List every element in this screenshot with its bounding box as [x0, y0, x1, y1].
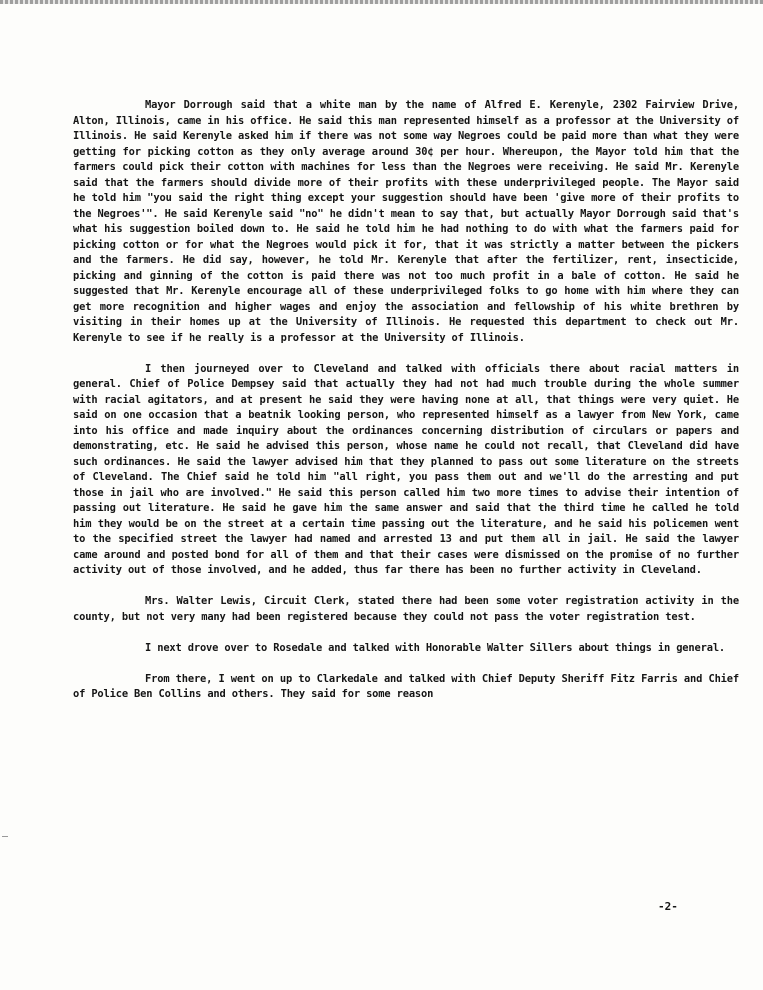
paragraph-cleveland: I then journeyed over to Cleveland and talked with officials there about racial matters in general. Chief of Police Dempsey said that actually they had not had much trouble during the whole summer with racial agitators, and at present he said they were having none at all, that things were very quiet. He said on one occasion that a beatnik looking person, who represented himself as a lawyer from New York, came into his office and made inquiry about the ordinances concerning distribution of circulars or papers and demonstrating, etc. He said he advised this person, whose name he could not recall, that Cleveland did have such ordinances. He said the lawyer advised him that they planned to pass out some literature on the streets of Cleveland. The Chief said he told him "all right, you pass them out and we'll do the arresting and put those in jail who are involved." He said this person called him two more times to advise their intention of passing out literature. He said he gave him the same answer and said that the third time he called he told him they would be on the street at a certain time passing out the literature, and he said his policemen went to the specified street the lawyer had named and arrested 13 and put them all in jail. He said the lawyer came around and posted bond for all of them and that their cases were dismissed on the promise of no further activity out of those involved, and he added, thus far there has been no further activity in Cleveland. — [73, 362, 739, 576]
page-number: -2- — [658, 900, 678, 913]
document-body — [73, 98, 739, 718]
paragraph-rosedale: I next drove over to Rosedale and talked with Honorable Walter Sillers about things in general. — [145, 641, 726, 654]
paragraph-circuit-clerk: Mrs. Walter Lewis, Circuit Clerk, stated there had been some voter registration activity in the county, but not very many had been registered because they could not pass the voter registration test. — [73, 595, 739, 623]
paragraph-mayor-dorrough: Mayor Dorrough said that a white man by the name of Alfred E. Kerenyle, 2302 Fairview Drive, Alton, Illinois, came in his office. He said this man represented himself as a professor at the University of Illinois. He said Kerenyle asked him if there was not some way Negroes could be paid more than what they were getting for picking cotton as they only average around 30¢ per hour. Whereupon, the Mayor told him that the farmers could pick their cotton with machines for less than the Negroes were receiving. He said Mr. Kerenyle said that the farmers should divide more of their profits with these underprivileged people. The Mayor said he told him "you said the right thing except your suggestion should have been 'give more of their profits to the Negroes'". He said Kerenyle said "no" he didn't mean to say that, but actually Mayor Dorrough said that's what his suggestion boiled down to. He said he told him he had nothing to do with what the farmers paid for picking cotton or for what the Negroes would pick it for, that it was strictly a matter between the pickers and the farmers. He did say, however, he told Mr. Kerenyle that after the fertilizer, rent, insecticide, picking and ginning of the cotton is paid there was not too much profit in a bale of cotton. He said he suggested that Mr. Kerenyle encourage all of these underprivileged folks to go home with him where they can get more recognition and higher wages and enjoy the association and fellowship of his white brethren by visiting in their homes up at the University of Illinois. He requested this department to check out Mr. Kerenyle to see if he really is a professor at the University of Illinois. — [73, 99, 739, 344]
paragraph-clarkedale: From there, I went on up to Clarkedale and talked with Chief Deputy Sheriff Fitz Farris and Chief of Police Ben Collins and others. They said for some reason — [73, 672, 739, 700]
scan-top-edge — [0, 0, 763, 4]
scan-margin-mark — [2, 836, 8, 837]
